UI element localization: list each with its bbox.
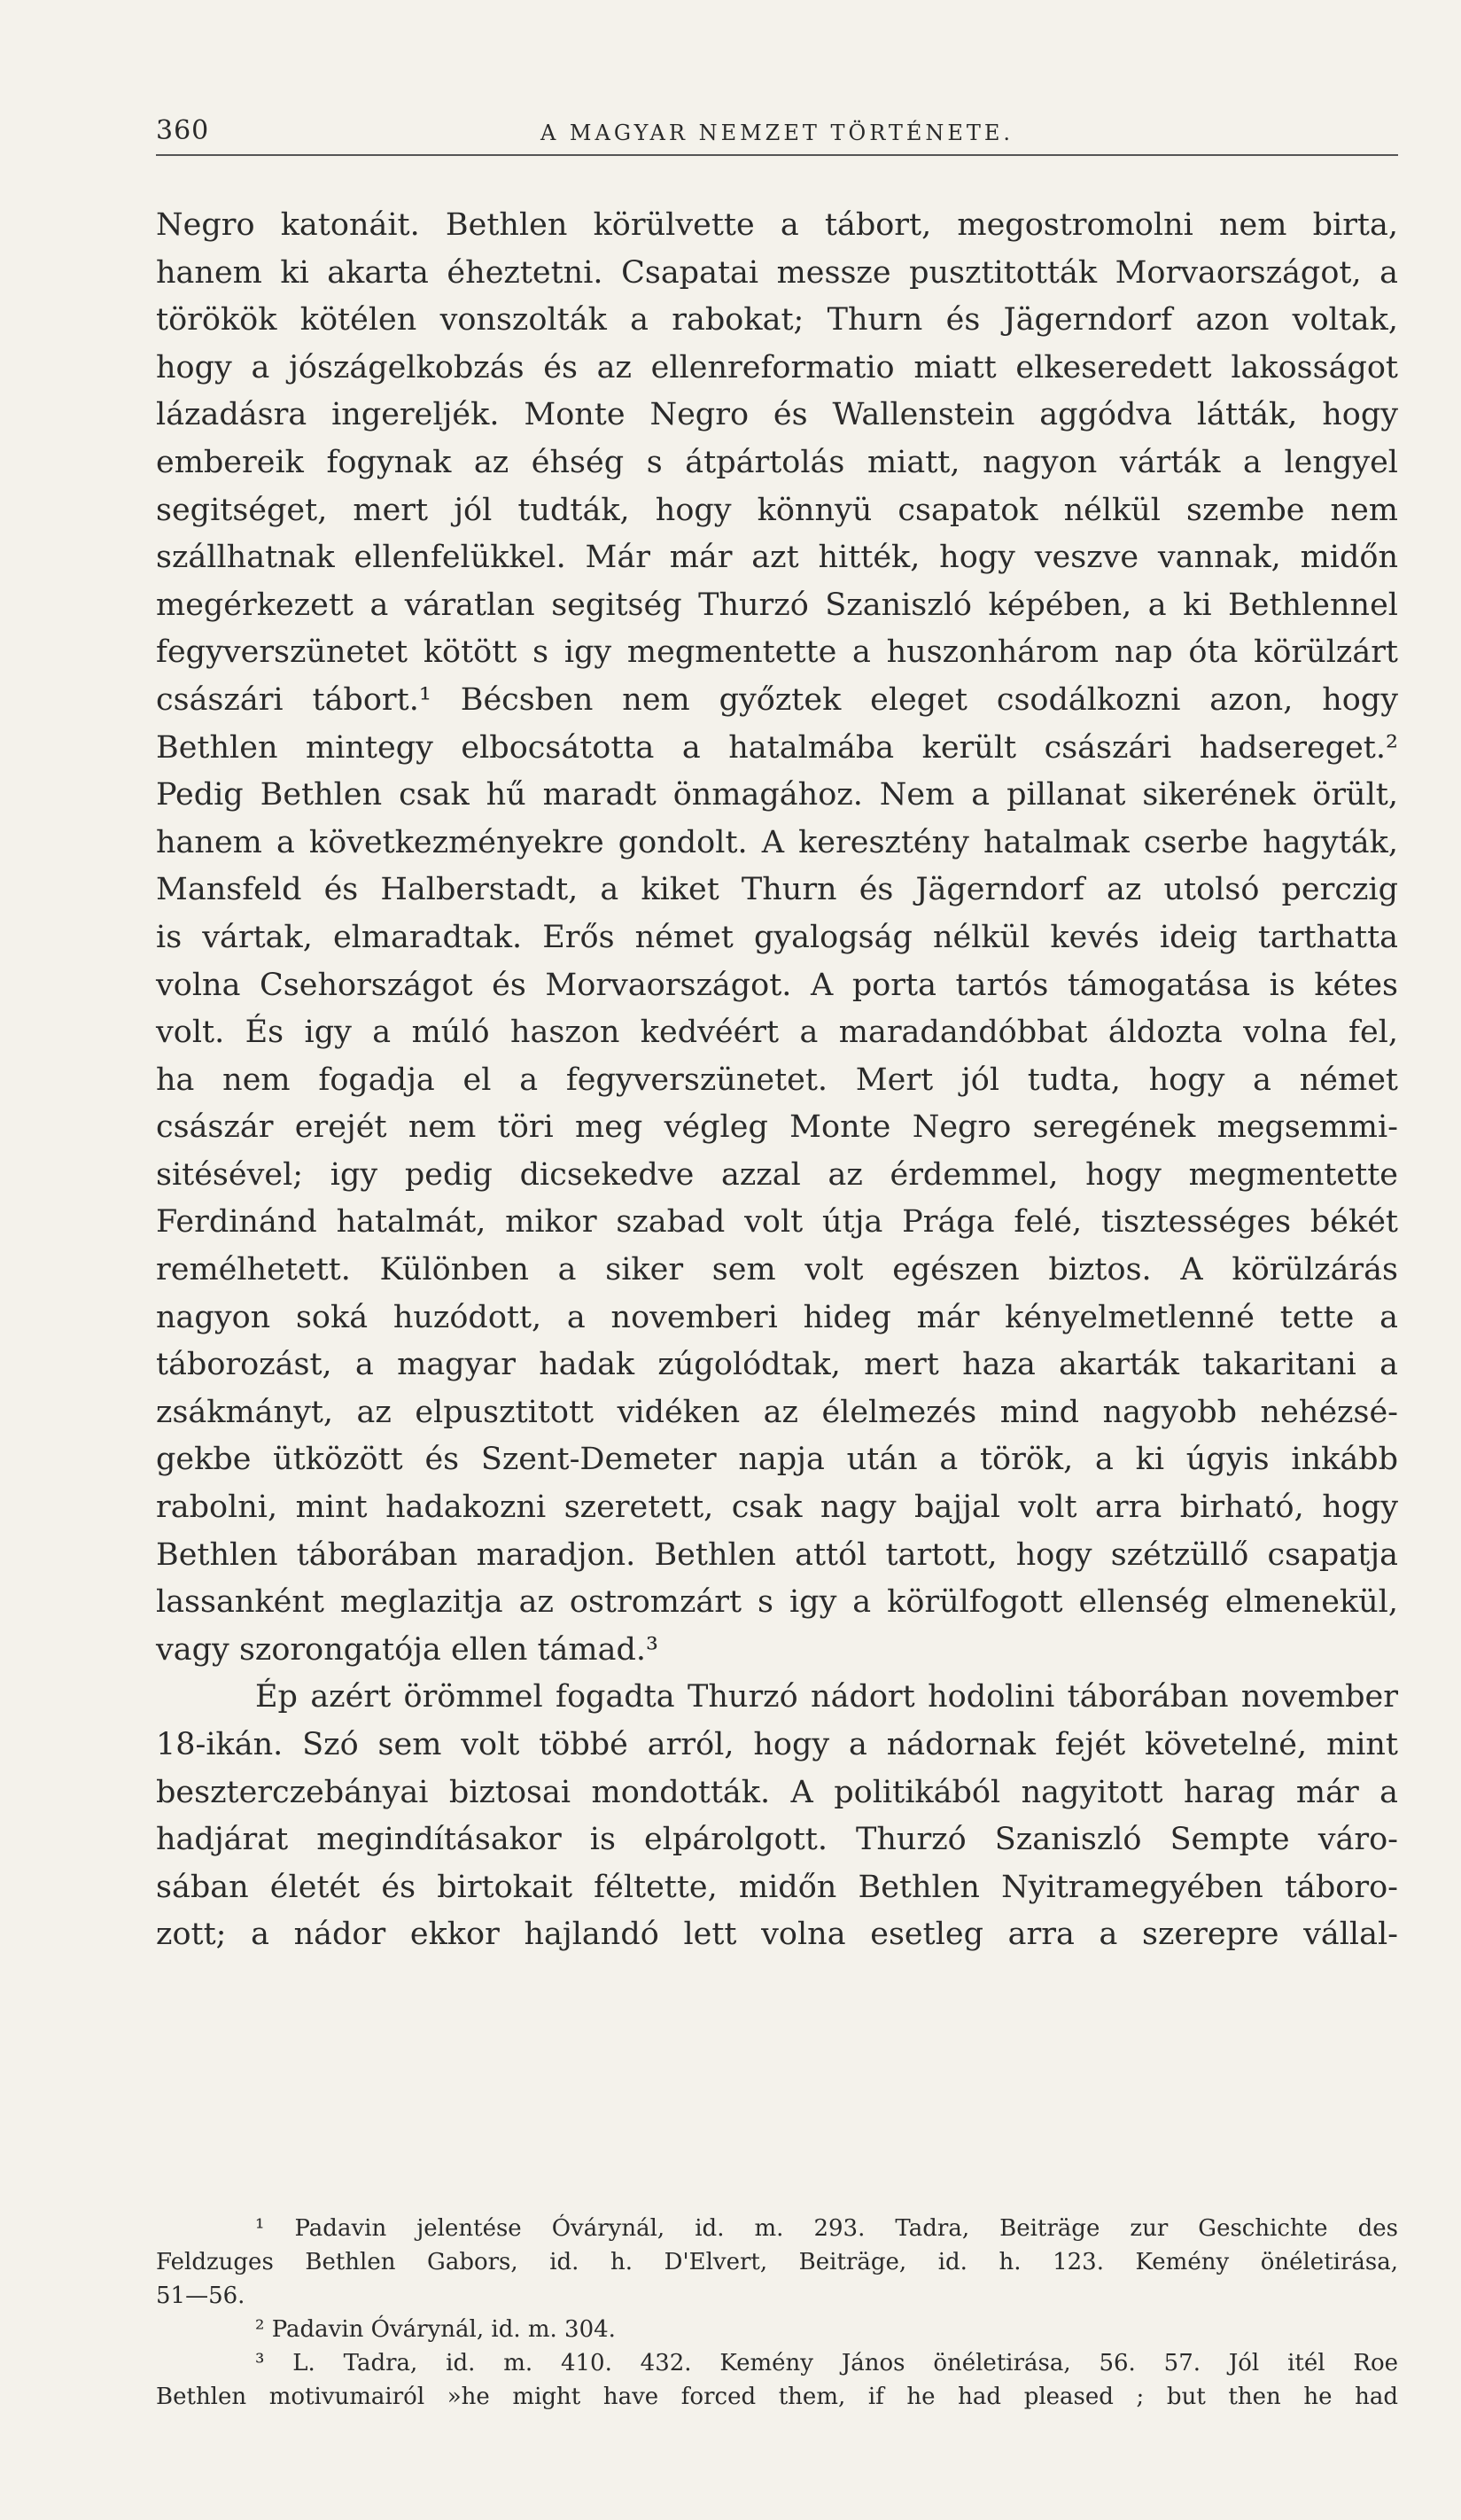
text-line: fegyverszünetet kötött s igy megmentette a huszonhárom nap óta körülzárt: [156, 634, 1398, 671]
text-line: Pedig Bethlen csak hű maradt önmagához. Nem a pillanat sikerének örült,: [156, 777, 1398, 813]
footnote-line: Feldzuges Bethlen Gabors, id. h. D'Elvert, Beiträge, id. h. 123. Kemény önéletirása,: [156, 2249, 1398, 2275]
running-title: A MAGYAR NEMZET TÖRTÉNETE.: [540, 121, 1014, 145]
text-line: rabolni, mint hadakozni szeretett, csak nagy bajjal volt arra birható, hogy: [156, 1489, 1398, 1526]
footnotes: [156, 2212, 1398, 2414]
text-line: hanem a következményekre gondolt. A keresztény hatalmak cserbe hagyták,: [156, 824, 1398, 860]
footnote-line: ² Padavin Óvárynál, id. m. 304.: [255, 2316, 616, 2343]
text-line: hanem ki akarta éheztetni. Csapatai messze pusztitották Morvaországot, a: [156, 254, 1398, 291]
text-line: nagyon soká huzódott, a novemberi hideg már kényelmetlenné tette a: [156, 1299, 1398, 1335]
text-line: is vártak, elmaradtak. Erős német gyalogság nélkül kevés ideig tarthatta: [156, 919, 1398, 955]
text-line: Mansfeld és Halberstadt, a kiket Thurn és Jägerndorf az utolsó perczig: [156, 872, 1398, 908]
footnote-line: 51—56.: [156, 2283, 245, 2309]
text-line: Bethlen táborában maradjon. Bethlen attól tartott, hogy szétzüllő csapatja: [156, 1536, 1398, 1573]
text-line: Bethlen mintegy elbocsátotta a hatalmába került császári hadsereget.²: [156, 729, 1398, 766]
text-line: lassanként meglazitja az ostromzárt s igy a körülfogott ellenség elmenekül,: [156, 1584, 1398, 1621]
text-line: Ferdinánd hatalmát, mikor szabad volt útja Prága felé, tisztességes békét: [156, 1204, 1398, 1241]
main-text: [156, 202, 1398, 1959]
text-line: beszterczebányai biztosai mondották. A politikából nagyitott harag már a: [156, 1774, 1398, 1810]
footnote-line: ¹ Padavin jelentése Óvárynál, id. m. 293. Tadra, Beiträge zur Geschichte des: [255, 2215, 1398, 2242]
text-line: császári tábort.¹ Bécsben nem győztek eleget csodálkozni azon, hogy: [156, 681, 1398, 718]
text-line: ha nem fogadja el a fegyverszünetet. Mert jól tudta, hogy a német: [156, 1062, 1398, 1098]
text-line: sitésével; igy pedig dicsekedve azzal az érdemmel, hogy megmentette: [156, 1156, 1398, 1193]
text-line: szállhatnak ellenfelükkel. Már már azt hitték, hogy veszve vannak, midőn: [156, 540, 1398, 576]
text-line: Negro katonáit. Bethlen körülvette a tábort, megostromolni nem birta,: [156, 207, 1398, 243]
text-line: törökök kötélen vonszolták a rabokat; Thurn és Jägerndorf azon voltak,: [156, 302, 1398, 338]
text-line: zsákmányt, az elpusztitott vidéken az élelmezés mind nagyobb nehézsé-: [156, 1394, 1398, 1430]
text-line: zott; a nádor ekkor hajlandó lett volna esetleg arra a szerepre vállal-: [156, 1917, 1398, 1953]
page-number: 360: [156, 115, 210, 146]
text-line: sában életét és birtokait féltette, midőn Bethlen Nyitramegyében táboro-: [156, 1869, 1398, 1905]
text-line: császár erejét nem töri meg végleg Monte Negro seregének megsemmi-: [156, 1109, 1398, 1146]
footnote-line: Bethlen motivumairól »he might have forced them, if he had pleased ; but then he had: [156, 2384, 1398, 2410]
text-line: volna Csehországot és Morvaországot. A porta tartós támogatása is kétes: [156, 967, 1398, 1003]
footnote-line: ³ L. Tadra, id. m. 410. 432. Kemény János önéletirása, 56. 57. Jól itél Roe: [255, 2350, 1398, 2376]
text-line: volt. És igy a múló haszon kedvéért a maradandóbbat áldozta volna fel,: [156, 1015, 1398, 1051]
paragraph-end-line: vagy szorongatója ellen támad.³: [156, 1631, 659, 1668]
text-line: segitséget, mert jól tudták, hogy könnyü csapatok nélkül szembe nem: [156, 492, 1398, 528]
text-line: lázadásra ingereljék. Monte Negro és Wallenstein aggódva látták, hogy: [156, 397, 1398, 433]
text-line: embereik fogynak az éhség s átpártolás miatt, nagyon várták a lengyel: [156, 444, 1398, 480]
text-line: remélhetett. Különben a siker sem volt egészen biztos. A körülzárás: [156, 1252, 1398, 1288]
text-line: gekbe ütközött és Szent-Demeter napja után a török, a ki úgyis inkább: [156, 1442, 1398, 1478]
text-line: 18-ikán. Szó sem volt többé arról, hogy a nádornak fejét követelné, mint: [156, 1727, 1398, 1762]
text-line: megérkezett a váratlan segitség Thurzó Szaniszló képében, a ki Bethlennel: [156, 587, 1398, 623]
text-line: táborozást, a magyar hadak zúgolódtak, mert haza akarták takaritani a: [156, 1347, 1398, 1383]
paragraph-start-line: Ép azért örömmel fogadta Thurzó nádort hodolini táborában november: [255, 1679, 1398, 1715]
page-header: [156, 113, 1398, 156]
text-line: hadjárat megindításakor is elpárolgott. Thurzó Szaniszló Sempte váro-: [156, 1822, 1398, 1858]
text-line: hogy a jószágelkobzás és az ellenreformatio miatt elkeseredett lakosságot: [156, 349, 1398, 385]
